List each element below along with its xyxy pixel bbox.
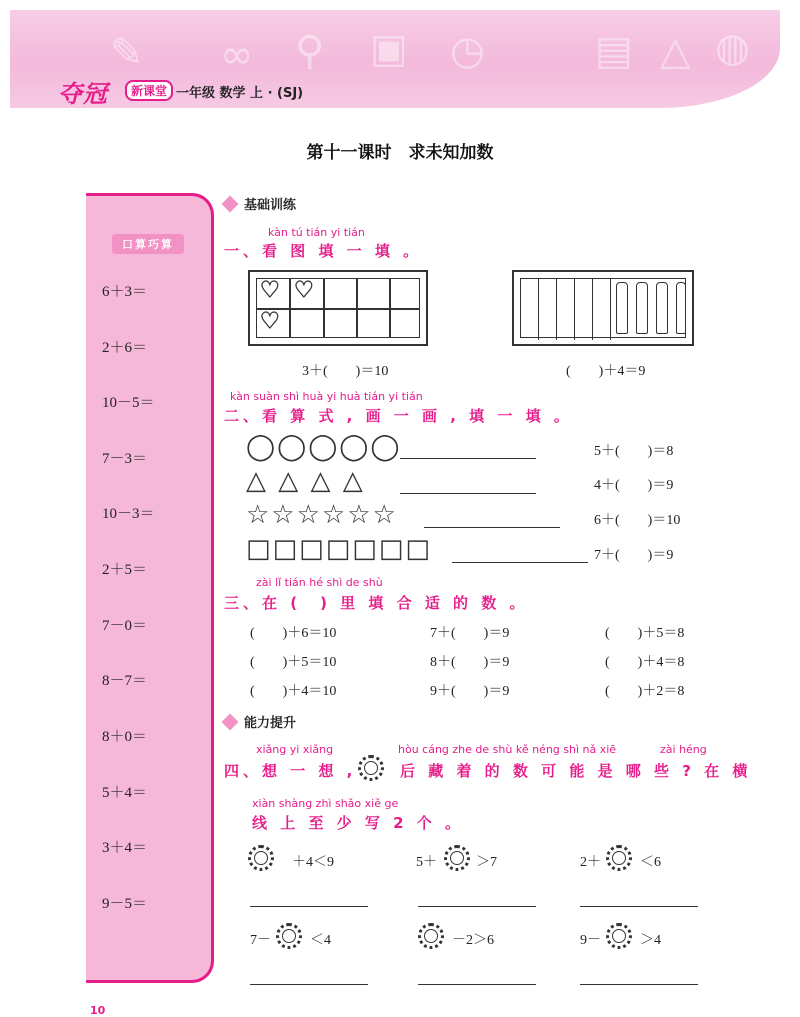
bag-deco-icon: ▣ xyxy=(370,26,408,72)
oral-item: 8－7＝ xyxy=(102,673,148,689)
q3-eq: 7＋( )＝9 xyxy=(430,626,510,641)
circles-row: ◯◯◯◯◯ xyxy=(246,432,402,462)
q4-item-pre: 5＋ xyxy=(416,855,437,870)
q3-pinyin: zài lǐ tián hé shì de shù xyxy=(256,576,383,589)
q1-pinyin: kàn tú tián yi tián xyxy=(268,226,365,239)
answer-line[interactable] xyxy=(250,984,368,985)
q4-title-a: 四、想 一 想 , xyxy=(224,762,357,780)
oral-calc-sidebar xyxy=(86,193,214,983)
q2-title: 二、看 算 式 , 画 一 画 , 填 一 填 。 xyxy=(224,407,573,425)
q3-eq: ( )＋5＝8 xyxy=(605,626,685,641)
q3-title: 三、在 ( ) 里 填 合 适 的 数 。 xyxy=(224,594,529,612)
q4-item-post: －2＞6 xyxy=(452,933,494,948)
globe-deco-icon: ◍ xyxy=(715,25,750,71)
q3-eq: ( )＋5＝10 xyxy=(250,655,337,670)
bottle-icon xyxy=(616,282,628,334)
oral-item: 7－3＝ xyxy=(102,451,148,467)
q3-eq: ( )＋2＝8 xyxy=(605,684,685,699)
heart-icon: ♥ xyxy=(260,278,280,303)
q2-pinyin: kàn suàn shì huà yi huà tián yi tián xyxy=(230,390,423,403)
q3-eq: ( )＋4＝8 xyxy=(605,655,685,670)
heart-icon: ♥ xyxy=(294,278,314,303)
q1-eq-right: ( )＋4＝9 xyxy=(566,364,646,379)
squares-row: □□□□□□□ xyxy=(246,534,432,564)
clock-deco-icon: ◷ xyxy=(450,28,485,74)
q1-eq-left: 3＋( )＝10 xyxy=(302,364,389,379)
q4-pinyin-4: xiàn shàng zhì shǎo xiě ge xyxy=(252,797,399,810)
book-deco-icon: ▤ xyxy=(595,28,633,74)
diamond-icon xyxy=(222,714,239,731)
hidden-number-flower-icon xyxy=(248,845,274,871)
pencil-deco-icon: ✎ xyxy=(110,30,144,76)
answer-line[interactable] xyxy=(400,458,536,459)
answer-line[interactable] xyxy=(418,906,536,907)
q1-title: 一、看 图 填 一 填 。 xyxy=(224,242,423,260)
glasses-deco-icon: ∞ xyxy=(220,32,254,78)
oral-item: 2＋5＝ xyxy=(102,562,148,578)
oral-item: 8＋0＝ xyxy=(102,729,148,745)
oral-item: 10－3＝ xyxy=(102,506,155,522)
brand-badge: 新课堂 xyxy=(125,80,173,101)
q2-eq: 5＋( )＝8 xyxy=(594,444,674,459)
bottle-icon xyxy=(636,282,648,334)
magnifier-deco-icon: ⚲ xyxy=(295,28,325,74)
answer-line[interactable] xyxy=(424,527,560,528)
bottle-icon xyxy=(656,282,668,334)
sidebar-title: 口算巧算 xyxy=(112,234,184,254)
q4-pinyin-1: xiǎng yi xiǎng xyxy=(256,743,334,756)
oral-item: 5＋4＝ xyxy=(102,785,148,801)
q3-eq: ( )＋6＝10 xyxy=(250,626,337,641)
section-basic: 基础训练 xyxy=(224,194,296,213)
ten-frame-hearts xyxy=(248,270,428,346)
q4-title-b: 后 藏 着 的 数 可 能 是 哪 些 ? 在 横 xyxy=(400,762,752,780)
hidden-number-flower-icon xyxy=(444,845,470,871)
section-advanced: 能力提升 xyxy=(224,712,296,731)
hidden-number-flower-icon xyxy=(418,923,444,949)
q4-pinyin-2: hòu cáng zhe de shù kě néng shì nǎ xiē xyxy=(398,743,617,756)
answer-line[interactable] xyxy=(580,906,698,907)
compass-deco-icon: △ xyxy=(660,28,691,74)
hidden-number-flower-icon xyxy=(276,923,302,949)
q3-eq: 9＋( )＝9 xyxy=(430,684,510,699)
q4-item-pre: 9－ xyxy=(580,933,601,948)
diamond-icon xyxy=(222,196,239,213)
grade-subject-label: 一年级 数学 上 · (SJ) xyxy=(176,86,304,101)
q4-item-post: ＞7 xyxy=(476,855,497,870)
q4-item-post: ＞4 xyxy=(640,933,661,948)
answer-line[interactable] xyxy=(580,984,698,985)
answer-line[interactable] xyxy=(418,984,536,985)
q2-eq: 7＋( )＝9 xyxy=(594,548,674,563)
bottle-frame xyxy=(512,270,694,346)
oral-item: 10－5＝ xyxy=(102,395,155,411)
hidden-number-flower-icon xyxy=(606,845,632,871)
oral-item: 7－0＝ xyxy=(102,618,148,634)
q3-eq: ( )＋4＝10 xyxy=(250,684,337,699)
q4-pinyin-3: zài héng xyxy=(660,743,707,756)
q2-eq: 4＋( )＝9 xyxy=(594,478,674,493)
q4-item-pre: 2＋ xyxy=(580,855,601,870)
triangles-row: △ △ △ △ xyxy=(246,466,365,496)
answer-line[interactable] xyxy=(250,906,368,907)
oral-item: 9－5＝ xyxy=(102,896,148,912)
bottle-icon xyxy=(676,282,686,334)
heart-icon: ♥ xyxy=(260,309,280,334)
hidden-number-flower-icon xyxy=(606,923,632,949)
oral-item: 2＋6＝ xyxy=(102,340,148,356)
stars-row: ☆☆☆☆☆☆ xyxy=(246,500,398,530)
oral-item: 6＋3＝ xyxy=(102,284,148,300)
brand-logo: 夺冠 xyxy=(58,80,108,108)
q4-item-post: ＜4 xyxy=(310,933,331,948)
q4-item-post: ＋4＜9 xyxy=(292,855,334,870)
answer-line[interactable] xyxy=(452,562,588,563)
q4-title-c: 线 上 至 少 写 2 个 。 xyxy=(252,814,464,832)
q3-eq: 8＋( )＝9 xyxy=(430,655,510,670)
answer-line[interactable] xyxy=(400,493,536,494)
lesson-title: 第十一课时 求未知加数 xyxy=(306,143,494,163)
q2-eq: 6＋( )＝10 xyxy=(594,513,681,528)
page-number: 10 xyxy=(90,1004,106,1017)
q4-item-post: ＜6 xyxy=(640,855,661,870)
q4-item-pre: 7－ xyxy=(250,933,271,948)
oral-item: 3＋4＝ xyxy=(102,840,148,856)
hidden-number-flower-icon xyxy=(358,755,384,781)
